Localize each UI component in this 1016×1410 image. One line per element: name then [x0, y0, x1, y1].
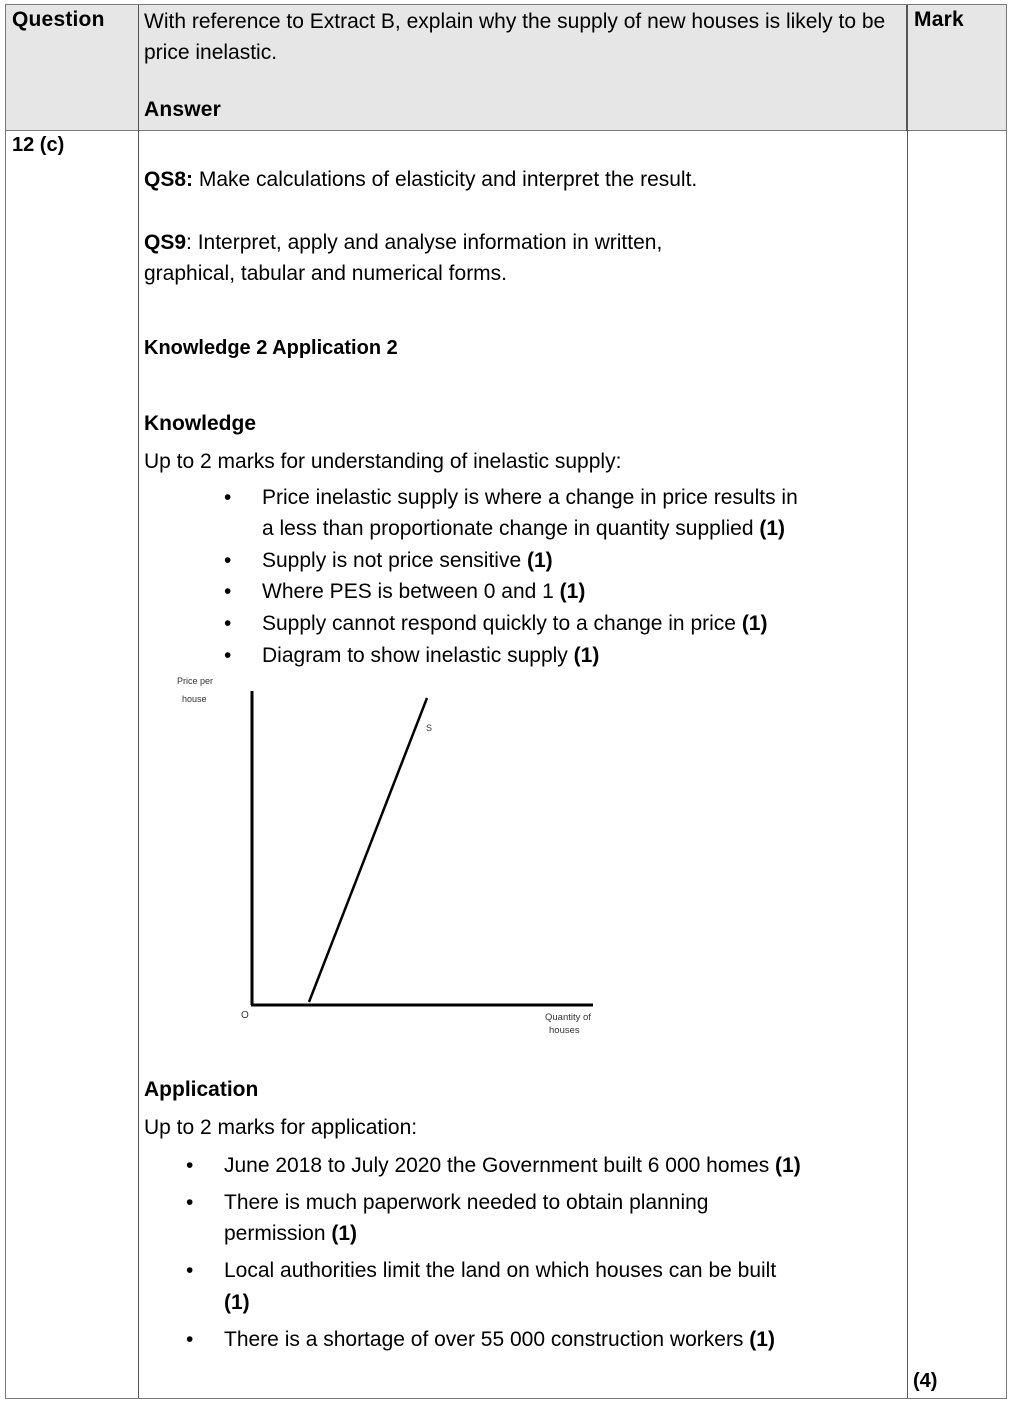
inelastic-supply-diagram [170, 672, 610, 1042]
mark-column-header: Mark [914, 8, 964, 31]
application-heading: Application [144, 1078, 259, 1101]
application-bullet-2: There is much paperwork needed to obtain planning [224, 1191, 709, 1214]
knowledge-bullet-1-cont: a less than proportionate change in quantity supplied (1) [262, 517, 786, 540]
knowledge-bullet-3: Where PES is between 0 and 1 (1) [262, 580, 586, 603]
knowledge-bullet-4: Supply cannot respond quickly to a change in price (1) [262, 612, 768, 635]
question-text: With reference to Extract B, explain why the supply of new houses is likely to be price inelastic. [144, 10, 886, 64]
knowledge-bullet-dot: • [224, 486, 232, 509]
qs9-text: : Interpret, apply and analyse information in written, [186, 231, 663, 254]
qs9-line-2: graphical, tabular and numerical forms. [144, 262, 508, 285]
origin-label: O [241, 1010, 249, 1021]
y-axis-label-2: house [182, 694, 207, 704]
question-column-header: Question [12, 8, 105, 31]
knowledge-bullet-2: Supply is not price sensitive (1) [262, 549, 553, 572]
y-axis-label: Price per [177, 676, 214, 686]
supply-curve [309, 698, 427, 1002]
total-mark: (4) [913, 1370, 938, 1392]
x-axis-label: Quantity of [545, 1012, 591, 1023]
knowledge-heading: Knowledge [144, 412, 257, 435]
answer-heading: Answer [144, 98, 222, 121]
qs8-line [144, 164, 697, 195]
column-divider [138, 5, 139, 1398]
column-divider [907, 5, 908, 1398]
qs9-code: QS9 [144, 231, 187, 254]
application-intro: Up to 2 marks for application: [144, 1116, 418, 1139]
mark-split-heading: Knowledge 2 Application 2 [144, 337, 398, 359]
question-number: 12 (c) [12, 134, 65, 156]
knowledge-intro: Up to 2 marks for understanding of inelastic supply: [144, 450, 622, 473]
supply-curve-label: S [426, 723, 433, 733]
qs8-text: Make calculations of elasticity and interpret the result. [193, 168, 698, 191]
x-axis-label-2: houses [549, 1025, 580, 1036]
knowledge-bullet-1: Price inelastic supply is where a change in price results in [262, 486, 798, 509]
qs9-line [144, 227, 662, 258]
application-bullet-3-mark: (1) [224, 1291, 250, 1314]
knowledge-bullet-5: Diagram to show inelastic supply (1) [262, 644, 600, 667]
qs8-code: QS8: [144, 168, 194, 191]
application-bullet-2-cont: permission (1) [224, 1222, 358, 1245]
application-bullet-3: Local authorities limit the land on which houses can be built [224, 1259, 777, 1282]
application-bullet-4: There is a shortage of over 55 000 construction workers (1) [224, 1328, 775, 1351]
application-bullet-1: June 2018 to July 2020 the Government built 6 000 homes (1) [224, 1154, 801, 1177]
